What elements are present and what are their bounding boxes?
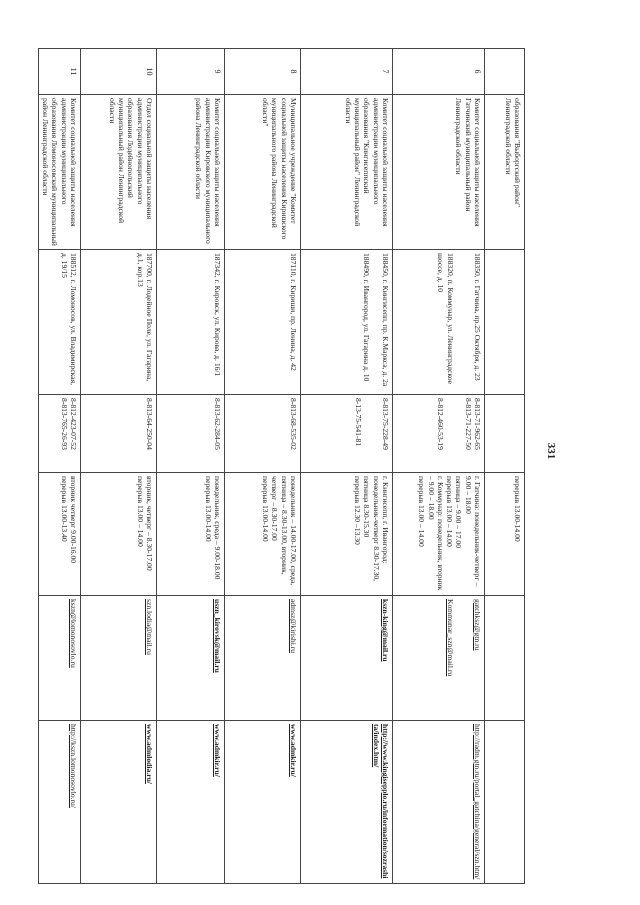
table-row [393,49,485,884]
email-link[interactable]: gatchksz@gtn.ru [473,599,482,651]
site-cell [157,721,225,884]
landscape-page [41,48,525,883]
rotated-table-frame [41,48,525,883]
email-cell [225,596,301,721]
row-number [485,49,525,95]
row-number: 7 [301,49,393,95]
row-number: 9 [157,49,225,95]
address-cell: 188350, г. Гатчина, пр.25 Октября, д. 23 188320, п. Коммунар, ул. Ленинградское шоссе, д. 10 [393,250,485,395]
site-cell [301,721,393,884]
row-number: 11 [39,49,81,95]
email-cell [485,596,525,721]
hours-cell: вторник, четверг – 8.30-17.00 перерыв 13.00 – 14.00 [81,473,157,596]
email-link[interactable]: kszn@lomonosovlo.ru [69,599,78,668]
website-link[interactable]: http://kszn.lomonosovlo.ru/ [69,724,78,808]
table-row [225,49,301,884]
site-cell [81,721,157,884]
email-cell [393,596,485,721]
table-row [81,49,157,884]
hours-cell: г. Кингисепп, г. Ивангород: понедельник-четверг 8.30-17.30, пятница 8.30-15.30 перерыв 12.30 –13.30 [301,473,393,596]
email-cell [39,596,81,721]
org-cell: Комитет социальной защиты населения Гатчинский муниципальный район Ленинградской области [393,95,485,250]
email-cell [301,596,393,721]
hours-cell: перерыв 13.00-14.00 [485,473,525,596]
site-cell [39,721,81,884]
phone-cell: 8-813-64-250-04 [81,395,157,473]
address-cell: 188512, г. Ломоносов, ул. Владимирская, д. 19/15 [39,250,81,395]
org-cell: Комитет социальной защиты населения администрации Кировского муниципального района Ленинградской области [157,95,225,250]
address-cell: 187342, г. Кировск, ул. Кирова, д. 16/1 [157,250,225,395]
website-link[interactable]: www.admlodia.ru/ [145,724,154,784]
social-protection-table [38,48,525,884]
row-number: 8 [225,49,301,95]
table-row [39,49,81,884]
phone-cell: 8-812-423-07-52 8-813-765-26-93 [39,395,81,473]
email-link[interactable]: admsz@kirishi.ru [289,599,298,654]
website-link[interactable]: www.admkir.ru/ [213,724,222,777]
email-link[interactable]: Kommunar_szn@mail.ru [445,599,455,677]
hours-cell: понедельник, среда – 9.00-18.00 перерыв 13.00-14.00 [157,473,225,596]
email-link[interactable]: szn.lodia@mail.ru [145,599,154,655]
org-cell: Комитет социальной защиты населения администрации муниципального образования Ломоносовский муниципальный район Ленинградской области [39,95,81,250]
address-cell [485,250,525,395]
table-row [485,49,525,884]
address-cell: 188450, г. Кингисепп, пр. К.Маркса, д. 2а 188490, г. Ивангород, ул. Гагарина д. 10 [301,250,393,395]
hours-cell: понедельник – 14.00-17.00, среда, пятница – 8.30-13.00, вторник, четверг – 8.30-17.00 перерыв 13.00-14.00 [225,473,301,596]
email-cell [81,596,157,721]
org-cell: образования "Выборгский район" Ленинградской области [485,95,525,250]
phone-cell: 8-813-68-535-02 [225,395,301,473]
website-link[interactable]: http://radm.gtn.ru/portal_gatchina/general/szn.htm/ [473,724,482,880]
phone-cell: 8-813-62-284-05 [157,395,225,473]
table-row [157,49,225,884]
email-cell [157,596,225,721]
org-cell: Отдел социальной защиты населения администрации муниципального образования Лодейнопольский муниципальный район Ленинградской области [81,95,157,250]
website-link[interactable]: www.admkir.ru/ [289,724,298,777]
website-link[interactable]: http://www.kingisepplo.ru/information/sozrashita/index.htm/ [371,724,390,879]
row-number: 10 [81,49,157,95]
phone-cell [485,395,525,473]
phone-cell: 8-813-71-962-65 8-813-71-227-50 8-812-460-53-19 [393,395,485,473]
address-cell: 187700, г. Лодейное Поле, ул. Гагарина, д.1, кор.13 [81,250,157,395]
site-cell [225,721,301,884]
table-row [301,49,393,884]
email-link[interactable]: kszn-king@mail.ru [381,599,390,662]
address-cell: 187110, г. Кириши, пр. Ленина, д. 42 [225,250,301,395]
hours-cell: г. Гатчина: понедельник-четверг – 9.00 – 18.00 пятница – 9.00 – 17.00 перерыв 13.00 – 14.00 г. Коммунар: понедельник, вторник – 9.00 – 18.00 перерыв 13.00 – 14.00 [393,473,485,596]
phone-cell: 8-813-75-228-49 8-13-75-541-81 [301,395,393,473]
site-cell [393,721,485,884]
page-number: 331 [545,442,557,460]
site-cell [485,721,525,884]
hours-cell: вторник четверг 9.00-16.00 перерыв 13.00-13.40 [39,473,81,596]
row-number: 6 [393,49,485,95]
org-cell: Комитет социальной защиты населения администрации муниципального образования "Кингисеппский муниципальный район" Ленинградской области [301,95,393,250]
org-cell: Муниципальное учреждение "Комитет социальной защиты населения Киришского муниципального района Ленинградской области" [225,95,301,250]
email-link[interactable]: uszn_kirovsk@mail.ru [213,599,222,673]
